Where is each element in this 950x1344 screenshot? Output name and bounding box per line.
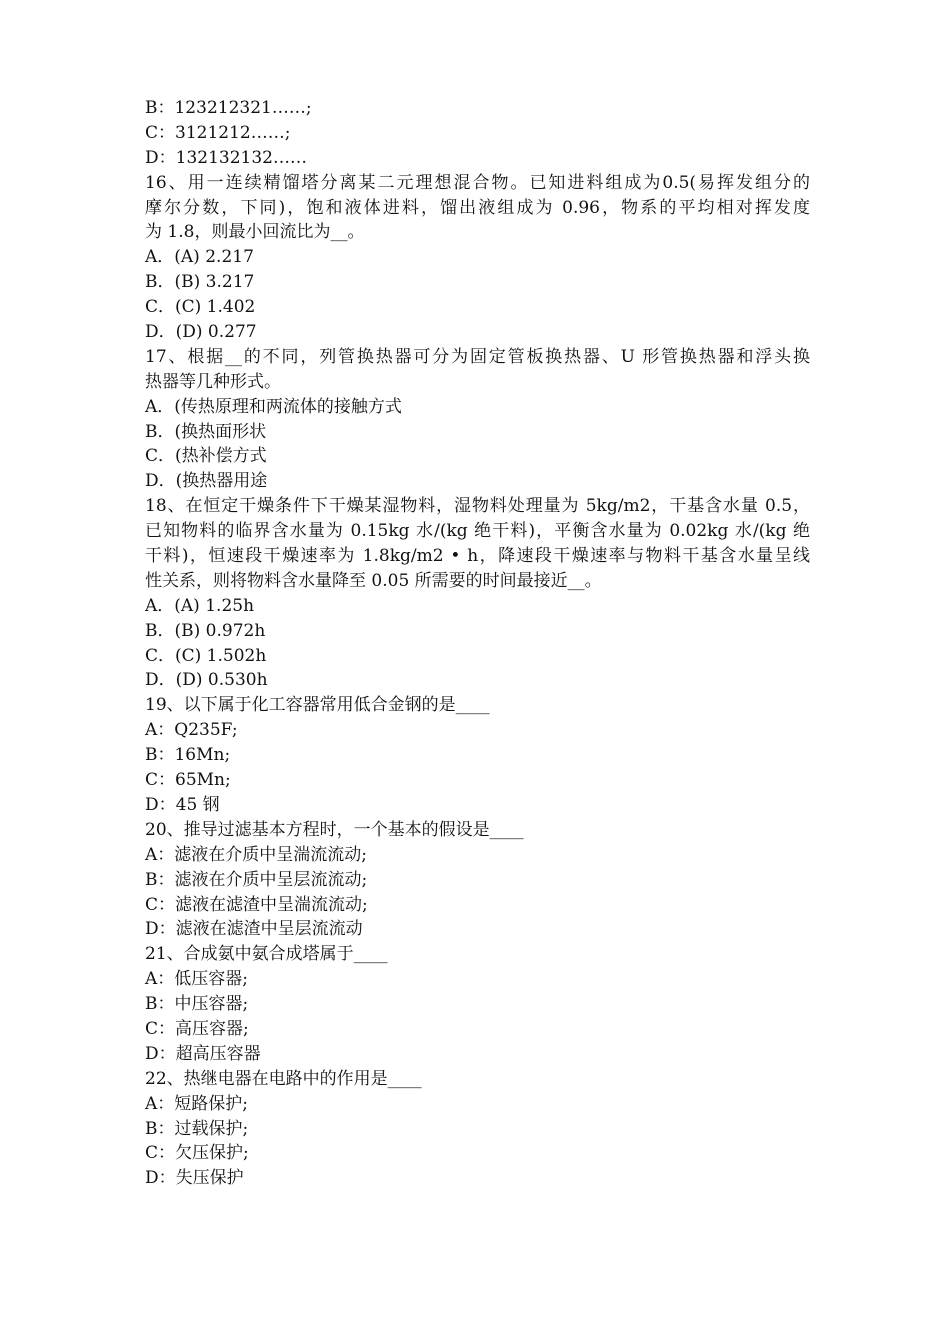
text-line: C：高压容器; xyxy=(145,1018,249,1039)
text-line: C．(C) 1.502h xyxy=(145,645,267,666)
text-line: D：132132132…… xyxy=(145,147,307,168)
text-line: A．(传热原理和两流体的接触方式 xyxy=(145,396,402,417)
text-line: D：超高压容器 xyxy=(145,1043,261,1064)
text-line: D：失压保护 xyxy=(145,1168,244,1189)
text-line: A：低压容器; xyxy=(145,969,249,990)
text-line: C：欠压保护; xyxy=(145,1143,249,1164)
text-line: 热器等几种形式。 xyxy=(145,371,281,392)
text-line: B：过载保护; xyxy=(145,1118,249,1139)
document-body xyxy=(145,96,810,1191)
text-line: B：滤液在介质中呈层流流动; xyxy=(145,869,368,890)
text-line: C．(热补偿方式 xyxy=(145,446,267,467)
text-line: C：滤液在滤渣中呈湍流流动; xyxy=(145,894,368,915)
text-line: 18、在恒定干燥条件下干燥某湿物料，湿物料处理量为 5kg/m2，干基含水量 0.5， xyxy=(145,496,810,517)
text-line: 为 1.8，则最小回流比为__。 xyxy=(145,222,365,243)
text-line: 16、用一连续精馏塔分离某二元理想混合物。已知进料组成为0.5(易挥发组分的 xyxy=(145,172,810,193)
text-line: B：16Mn; xyxy=(145,745,231,766)
text-line: 干料)，恒速段干燥速率为 1.8kg/m2 • h，降速段干燥速率与物料干基含水量呈线 xyxy=(145,546,810,567)
text-line: C：65Mn; xyxy=(145,770,231,791)
text-line: B．(B) 3.217 xyxy=(145,272,255,293)
text-line: 摩尔分数，下同)，饱和液体进料，馏出液组成为 0.96，物系的平均相对挥发度 xyxy=(145,197,810,218)
text-line: D：滤液在滤渣中呈层流流动 xyxy=(145,919,363,940)
text-line: 22、热继电器在电路中的作用是____ xyxy=(145,1068,422,1089)
text-line: A．(A) 1.25h xyxy=(145,595,255,616)
text-line: 已知物料的临界含水量为 0.15kg 水/(kg 绝干料)，平衡含水量为 0.02kg 水/(kg 绝 xyxy=(145,521,810,542)
text-line: A．(A) 2.217 xyxy=(145,247,254,268)
text-line: A：短路保护; xyxy=(145,1093,249,1114)
text-line: 性关系，则将物料含水量降至 0.05 所需要的时间最接近__。 xyxy=(145,570,602,591)
text-line: D：45 钢 xyxy=(145,794,220,815)
text-line: D．(换热器用途 xyxy=(145,471,268,492)
text-line: B：123212321……; xyxy=(145,98,312,118)
text-line: D．(D) 0.277 xyxy=(145,322,257,343)
text-line: B．(换热面形状 xyxy=(145,421,267,442)
text-line: 20、推导过滤基本方程时，一个基本的假设是____ xyxy=(145,819,524,840)
text-line: B：中压容器; xyxy=(145,994,249,1015)
text-line: 21、合成氨中氨合成塔属于____ xyxy=(145,944,388,965)
text-line: A：滤液在介质中呈湍流流动; xyxy=(145,844,368,865)
text-line: D．(D) 0.530h xyxy=(145,670,268,691)
text-line: B．(B) 0.972h xyxy=(145,620,266,641)
text-line: C：3121212……; xyxy=(145,122,291,143)
text-line: 17、根据__的不同，列管换热器可分为固定管板换热器、U 形管换热器和浮头换 xyxy=(145,346,810,367)
text-line: 19、以下属于化工容器常用低合金钢的是____ xyxy=(145,695,490,716)
text-line: A：Q235F; xyxy=(145,720,238,741)
text-line: C．(C) 1.402 xyxy=(145,297,256,318)
